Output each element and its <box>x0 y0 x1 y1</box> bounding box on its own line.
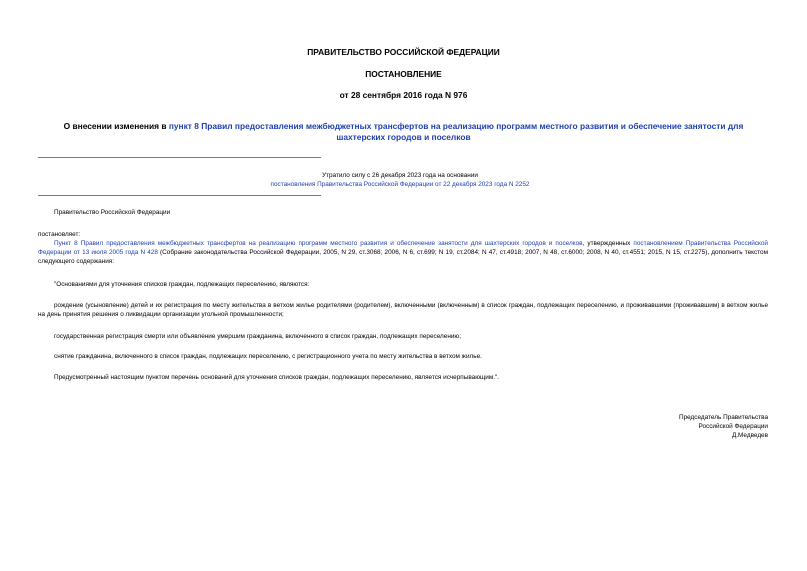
divider-top <box>38 157 321 158</box>
body-government: Правительство Российской Федерации <box>54 209 171 216</box>
signature-title: Председатель Правительства <box>679 414 768 421</box>
repeal-notice-link[interactable]: постановления Правительства Российской Федерации от 22 декабря 2023 года N 2252 <box>270 181 530 188</box>
divider-bottom <box>38 195 321 196</box>
paragraph-6: Предусмотренный настоящим пунктом перечень оснований для уточнения списков граждан, подлежащих переселению, является исчерпывающим.". <box>54 374 500 381</box>
body-decrees: постановляет: <box>38 231 81 238</box>
paragraph-3: рождение (усыновление) детей и их регистрация по месту жительства в ветхом жилье родителями (родителем), включенными (включенным) в список граждан, подлежащих переселению, и проживавшими (проживавшим) в ветхом жилье на день принятия решения о ликвидации организации угольной промышленности; <box>38 302 768 318</box>
paragraph-2: "Основаниями для уточнения списков граждан, подлежащих переселению, являются: <box>54 281 310 288</box>
document-date-number: от 28 сентября 2016 года N 976 <box>339 90 468 100</box>
paragraph-1-rest: (Собрание законодательства Российской Федерации, 2005, N 29, ст.3068; 2006, N 6, ст.699; N 19, ст.2084; N 47, ст.4918; 2007, N 48, ст.6000; 2008, N 40, ст.4551; 2015, N 15, ст.2275), дополнить текстом следующего содержания: <box>38 249 768 265</box>
signature-country: Российской Федерации <box>698 423 768 430</box>
paragraph-5: снятие гражданина, включенного в список граждан, подлежащих переселению, с регистрационного учета по месту жительства в ветхом жилье. <box>54 353 482 360</box>
paragraph-1-link-decree[interactable]: постановлением Правительства Российской Федерации от 13 июля 2005 года N 428 <box>38 240 768 256</box>
document-title <box>40 121 767 142</box>
paragraph-1-link-rules[interactable]: Пункт 8 Правил предоставления межбюджетных трансфертов на реализацию программ местного развития и обеспечение занятости для шахтерских городов и поселков <box>54 240 583 247</box>
document-type-heading: ПОСТАНОВЛЕНИЕ <box>365 69 442 79</box>
paragraph-1 <box>38 239 768 266</box>
repeal-notice-text: Утратило силу с 26 декабря 2023 года на основании <box>322 172 478 179</box>
title-prefix: О внесении изменения в <box>63 121 169 131</box>
signature-block <box>679 413 768 440</box>
government-heading: ПРАВИТЕЛЬСТВО РОССИЙСКОЙ ФЕДЕРАЦИИ <box>307 47 500 57</box>
repeal-notice <box>200 171 600 189</box>
signature-name: Д.Медведев <box>731 432 768 439</box>
title-link[interactable]: пункт 8 Правил предоставления межбюджетных трансфертов на реализацию программ местного развития и обеспечение занятости для шахтерских городов и поселков <box>168 121 744 142</box>
paragraph-1-mid: , утвержденных <box>582 240 634 247</box>
paragraph-4: государственная регистрация смерти или объявление умершим гражданина, включенного в список граждан, подлежащих переселению; <box>54 333 462 340</box>
